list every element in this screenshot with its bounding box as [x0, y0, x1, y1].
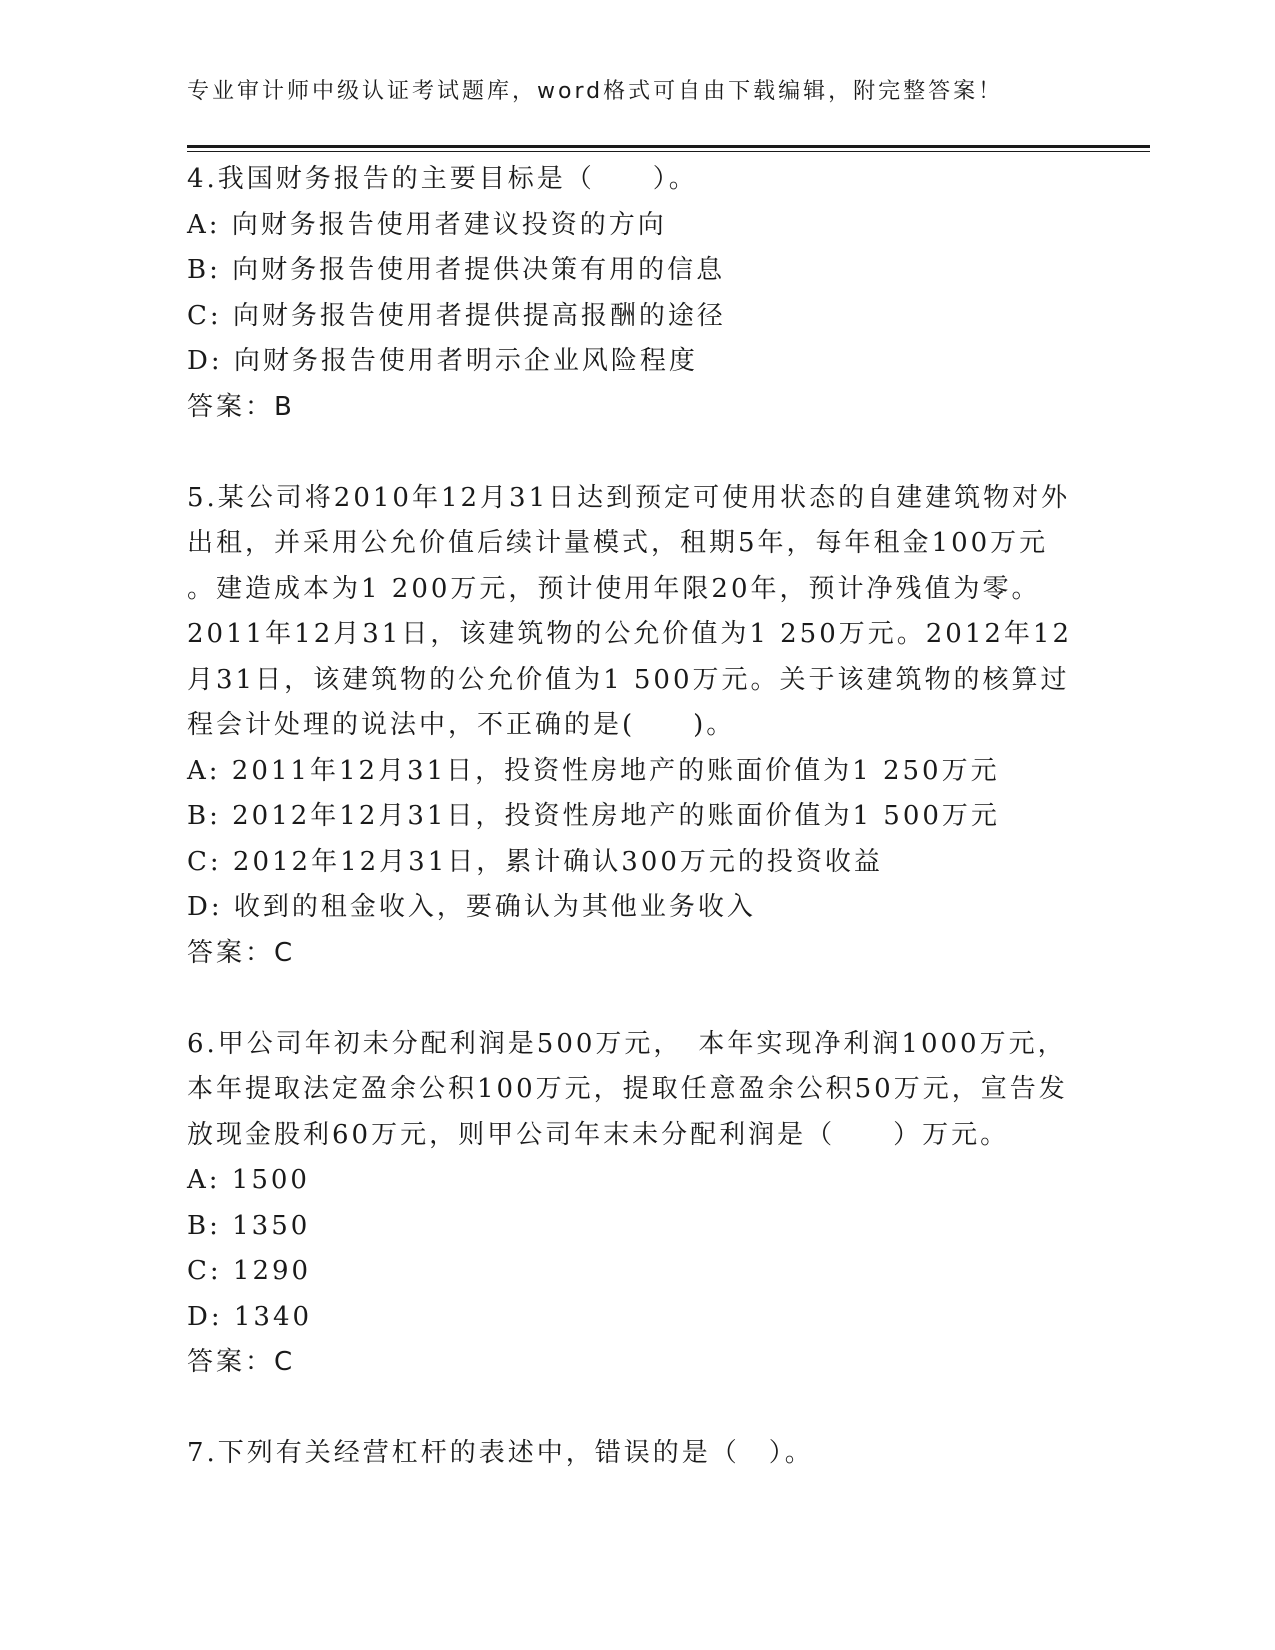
- question-stem: 7.下列有关经营杠杆的表述中，错误的是（ ）。: [187, 1438, 814, 1468]
- header-divider-thick: [187, 145, 1150, 148]
- option-a: A: 向财务报告使用者建议投资的方向: [187, 209, 667, 240]
- option-b: B: 1350: [187, 1210, 311, 1241]
- option-a: A: 2011年12月31日，投资性房地产的账面价值为1 250万元: [187, 755, 1000, 786]
- header-divider-thin: [187, 151, 1150, 152]
- question-stem-line: 放现金股利60万元，则甲公司年末未分配利润是（ ）万元。: [187, 1119, 1010, 1150]
- answer: 答案：C: [187, 937, 296, 968]
- question-stem-line: 6.甲公司年初未分配利润是500万元， 本年实现净利润1000万元，: [187, 1028, 1067, 1059]
- question-stem-line: 5.某公司将2010年12月31日达到预定可使用状态的自建建筑物对外: [187, 482, 1071, 513]
- option-d: D: 1340: [187, 1301, 313, 1332]
- option-a: A: 1500: [187, 1165, 310, 1195]
- question-block: [187, 157, 1087, 430]
- question-stem-line: 月31日，该建筑物的公允价值为1 500万元。关于该建筑物的核算过: [187, 664, 1070, 695]
- option-c: C: 1290: [187, 1256, 312, 1286]
- question-list: [187, 157, 1087, 1477]
- option-b: B: 2012年12月31日，投资性房地产的账面价值为1 500万元: [187, 801, 1000, 831]
- question-stem-line: 本年提取法定盈余公积100万元，提取任意盈余公积50万元，宣告发: [187, 1074, 1068, 1104]
- page-header: 专业审计师中级认证考试题库，word格式可自由下载编辑，附完整答案！: [187, 79, 1004, 104]
- option-c: C: 向财务报告使用者提供提高报酬的途径: [187, 300, 726, 331]
- question-stem: 4.我国财务报告的主要目标是（ ）。: [187, 164, 698, 194]
- option-c: C: 2012年12月31日，累计确认300万元的投资收益: [187, 846, 883, 877]
- question-block: [187, 476, 1087, 977]
- option-d: D: 向财务报告使用者明示企业风险程度: [187, 346, 698, 376]
- question-stem-line: 出租，并采用公允价值后续计量模式，租期5年，每年租金100万元: [187, 528, 1049, 558]
- question-stem-line: 2011年12月31日，该建筑物的公允价值为1 250万元。2012年12: [187, 619, 1073, 649]
- option-d: D: 收到的租金收入，要确认为其他业务收入: [187, 892, 756, 922]
- question-stem-line: 。建造成本为1 200万元，预计使用年限20年，预计净残值为零。: [187, 573, 1041, 604]
- answer: 答案：C: [187, 1347, 296, 1377]
- question-block: [187, 1022, 1087, 1386]
- option-b: B: 向财务报告使用者提供决策有用的信息: [187, 255, 726, 285]
- question-stem-line: 程会计处理的说法中，不正确的是( )。: [187, 710, 736, 740]
- question-block: [187, 1431, 1087, 1477]
- answer: 答案：B: [187, 391, 295, 422]
